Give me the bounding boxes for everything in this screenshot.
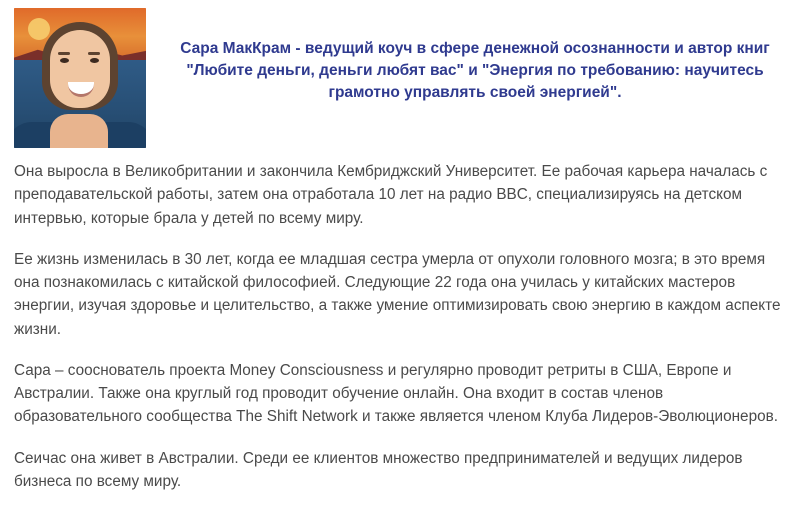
article-paragraph-4: Сеичас она живет в Австралии. Среди ее клиентов множество предпринимателей и ведущих лидеров бизнеса по всему миру. [14,449,743,490]
article-paragraph-2: Ее жизнь изменилась в 30 лет, когда ее младшая сестра умерла от опухоли головного мозга; в это время она познакомилась с китайской философией. Следующие 22 года она училась у китайских мастеров энергии, изучая здоровье и целительство, а также умение оптимизировать свою энергию в каждом аспекте жизни. [14,250,781,338]
article-body [14,150,786,493]
portrait-sun [28,18,50,40]
article-header [14,0,786,150]
article-paragraph-3: Сара – сооснователь проекта Money Consciousness и регулярно проводит ретриты в США, Европе и Австралии. Также она круглый год проводит обучение онлайн. Она входит в состав членов образовательного сообщества The Shift Network и также является членом Клуба Лидеров-Эволюционеров. [14,361,778,426]
portrait-neck [50,114,108,148]
portrait-eyebrow-left [58,52,70,55]
portrait-eyebrow-right [88,52,100,55]
portrait-eye-left [60,58,69,63]
portrait-eye-right [90,58,99,63]
article-paragraph-1: Она выросла в Великобритании и закончила Кембриджский Университет. Ее рабочая карьера началась с преподавательской работы, затем она отработала 10 лет на радио BBC, специализируясь на детском интервью, которые брала у детей по всему миру. [14,163,768,227]
article-headline: Сара МакКрам - ведущий коуч в сфере денежной осознанности и автор книг "Любите деньги, деньги любят вас" и "Энергия по требованию: научитесь грамотно управлять своей энергией". [180,40,770,101]
portrait-image [14,8,146,148]
